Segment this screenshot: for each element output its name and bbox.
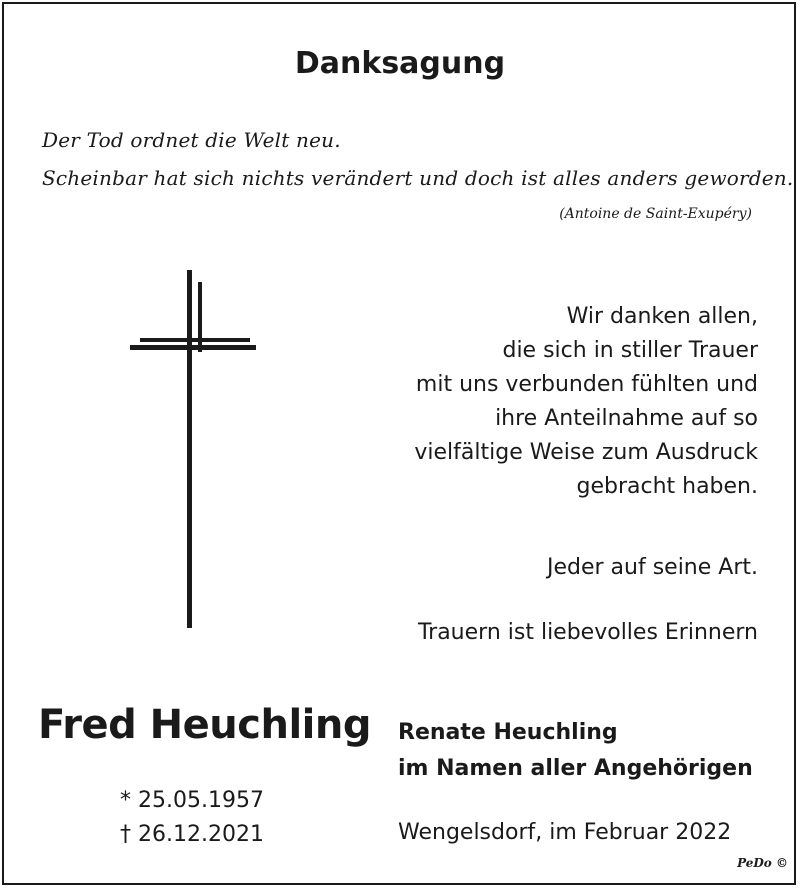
- thanks-line: mit uns verbunden fühlten und: [415, 372, 758, 397]
- each-own-way-text: Jeder auf seine Art.: [546, 555, 758, 580]
- cross-icon: [128, 270, 260, 630]
- thanks-line: ihre Anteilnahme auf so: [495, 406, 758, 431]
- place-date: Wengelsdorf, im Februar 2022: [398, 820, 732, 845]
- thanks-line: gebracht haben.: [576, 474, 758, 499]
- signer-name: Renate Heuchling: [398, 720, 618, 745]
- designer-mark: PeDo ©: [737, 856, 788, 870]
- mourning-text: Trauern ist liebevolles Erinnern: [417, 620, 758, 645]
- birth-date: * 25.05.1957: [120, 788, 264, 813]
- signer-on-behalf: im Namen aller Angehörigen: [398, 756, 753, 781]
- thanks-line: die sich in stiller Trauer: [502, 338, 758, 363]
- page-title: Danksagung: [294, 46, 506, 81]
- thanks-line: Wir danken allen,: [566, 304, 758, 329]
- thanks-text: [338, 300, 758, 504]
- deceased-name: Fred Heuchling: [38, 702, 371, 748]
- death-date: † 26.12.2021: [120, 822, 264, 847]
- quote-attribution: (Antoine de Saint-Exupéry): [559, 206, 752, 222]
- thanks-line: vielfältige Weise zum Ausdruck: [414, 440, 758, 465]
- quote-line-2: Scheinbar hat sich nichts verändert und doch ist alles anders geworden.: [42, 166, 794, 190]
- quote-line-1: Der Tod ordnet die Welt neu.: [42, 128, 341, 152]
